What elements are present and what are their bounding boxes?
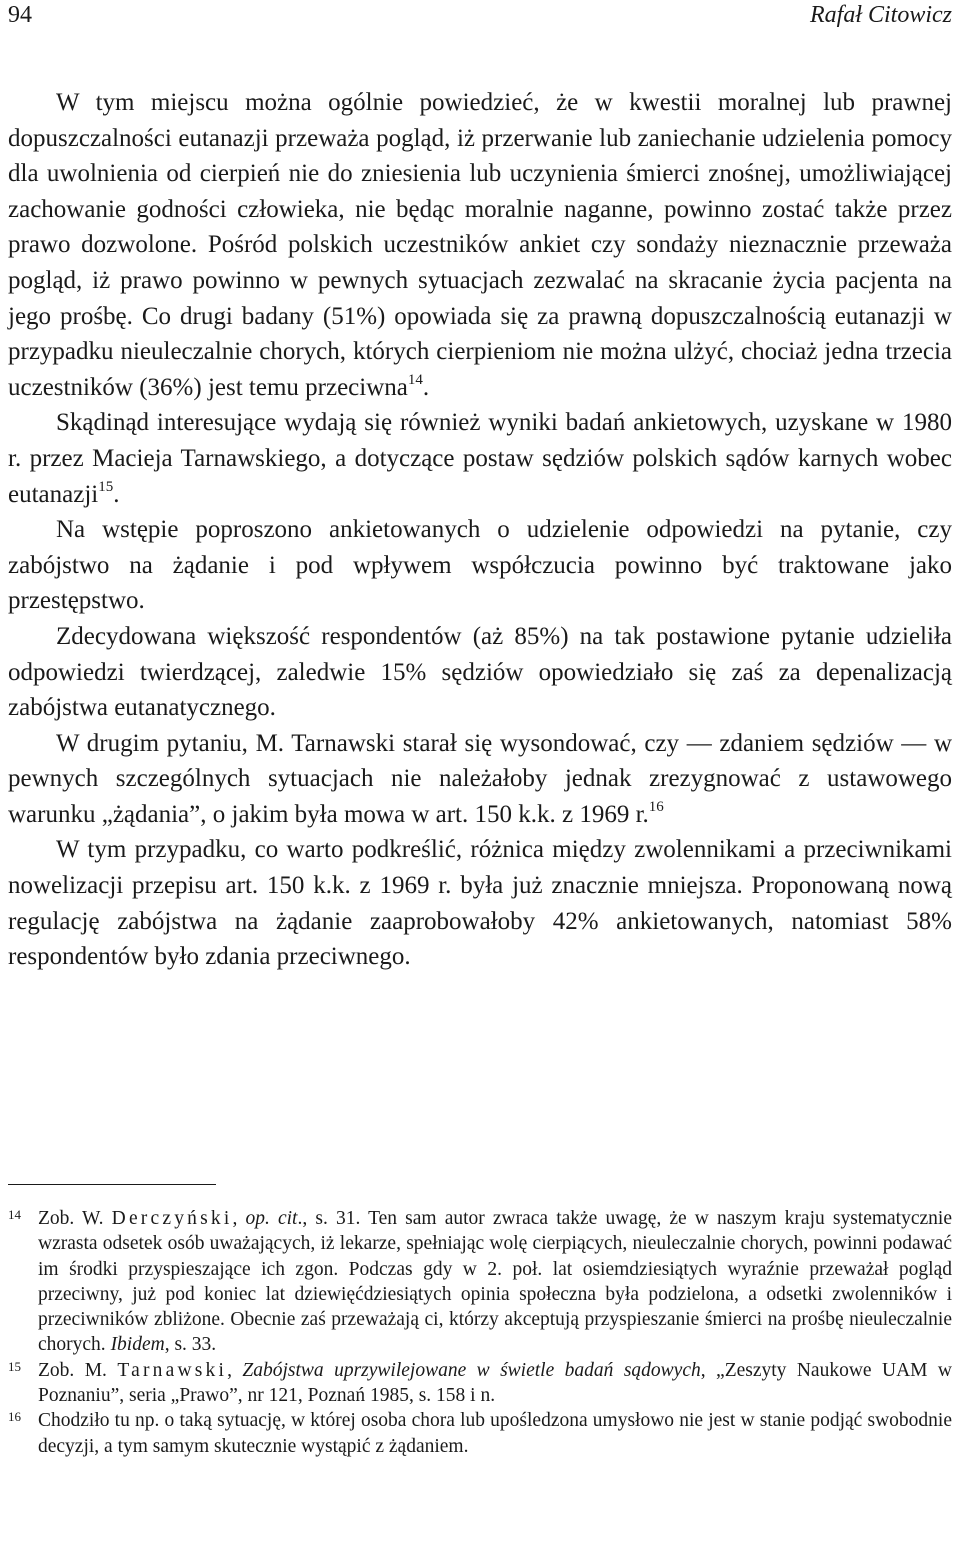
footnote-text: ,	[232, 1208, 246, 1229]
footnote-15	[8, 1358, 952, 1409]
paragraph	[8, 405, 952, 512]
paragraph	[8, 726, 952, 833]
paragraph-text: W drugim pytaniu, M. Tarnawski starał się wysondować, czy — zdaniem sędziów — w pewnych szczególnych sytuacjach nie należałoby jednak zrezygnować z ustawowego warunku „żądania”, o jakim była mowa w art. 150 k.k. z 1969 r.	[8, 729, 952, 828]
page-header	[8, 0, 952, 34]
footnote-author: Derczyński	[111, 1208, 233, 1229]
main-text	[8, 85, 952, 975]
footnote-text: , „Zeszyty Naukowe UAM w Poznaniu”, seria „Prawo”, nr 121, Poznań 1985, s. 158 i n.	[38, 1359, 952, 1407]
footnotes	[8, 1206, 952, 1459]
footnote-text: Chodziło tu np. o taką sytuację, w której osoba chora lub upośledzona umysłowo nie jest w stanie podjąć swobodnie decyzji, a tym samym skutecznie wystąpić z żądaniem.	[38, 1410, 952, 1457]
footnote-author: Tarnawski	[117, 1359, 228, 1381]
footnote-divider	[8, 1184, 216, 1185]
footnote-ref-15[interactable]: 15	[98, 478, 114, 495]
paragraph-end: .	[422, 373, 430, 401]
footnote-number: 14	[8, 1207, 21, 1222]
footnote-text: ,	[227, 1359, 243, 1381]
footnote-title: Zabójstwa uprzywilejowane w świetle badań sądowych	[242, 1359, 701, 1381]
footnote-ref-14[interactable]: 14	[407, 371, 423, 388]
paragraph	[8, 85, 952, 405]
footnote-ref-16[interactable]: 16	[648, 798, 664, 815]
paragraph-end: .	[113, 480, 120, 508]
footnote-text: Zob. W.	[38, 1208, 112, 1229]
paragraph: Zdecydowana większość respondentów (aż 85%) na tak postawione pytanie udzieliła odpowiedzi twierdzącej, zaledwie 15% sędziów opowiedziało się zaś za depenalizacją zabójstwa eutanatycznego.	[8, 622, 952, 722]
footnote-work: op. cit	[245, 1208, 298, 1229]
paragraph-text: Skądinąd interesujące wydają się również wyniki badań ankietowych, uzyskane w 1980 r. przez Macieja Tarnawskiego, a dotyczące postaw sędziów polskich sądów karnych wobec eutanazji	[8, 409, 952, 508]
paragraph: Na wstępie poproszono ankietowanych o udzielenie odpowiedzi na pytanie, czy zabójstwo na żądanie i pod wpływem współczucia powinno być traktowane jako przestępstwo.	[8, 516, 952, 615]
footnote-16	[8, 1408, 952, 1459]
footnote-text: ., s. 31. Ten sam autor zwraca także uwagę, że w naszym kraju systematycznie wzrasta odsetek osób uważających, iż lekarze, spełniając wolę cierpiących, nieuleczalnie chorych, powinni podawać im środki przyspieszające ich zgon. Podczas gdy w 2. poł. lat osiemdziesiątych wyraźnie przeważał pogląd przeciwny, już pod koniec lat dziewięćdziesiątych opinia społeczna była podzielona, a odsetki zwolenników i przeciwników zbliżone. Obecnie zaś przeważają ci, którzy akceptują przyspieszanie śmierci na prośbę nieuleczalnie chorych.	[38, 1208, 952, 1356]
footnote-number: 15	[8, 1358, 21, 1374]
page-number: 94	[8, 2, 32, 28]
paragraph: W tym przypadku, co warto podkreślić, różnica między zwolennikami a przeciwnikami nowelizacji przepisu art. 150 k.k. z 1969 r. była już znacznie mniejsza. Proponowaną nową regulację zabójstwa na żądanie zaaprobowałoby 42% ankietowanych, natomiast 58% respondentów było zdania przeciwnego.	[8, 836, 952, 971]
footnote-ibidem: Ibidem	[110, 1334, 165, 1356]
footnote-text: , s. 33.	[164, 1334, 217, 1356]
paragraph-text: W tym miejscu można ogólnie powiedzieć, że w kwestii moralnej lub prawnej dopuszczalności eutanazji przeważa pogląd, iż przerwanie lub zaniechanie udzielenia pomocy dla uwolnienia od cierpień nie do zniesienia lub uczynienia śmierci znośnej, umożliwiającej zachowanie godności człowieka, nie będąc moralnie naganne, powinno zostać także przez prawo dozwolone. Pośród polskich uczestników ankiet czy sondaży nieznacznie przeważa pogląd, iż prawo powinno w pewnych sytuacjach zezwalać na skracanie życia pacjenta na jego prośbę. Co drugi badany (51%) opowiada się za prawną dopuszczalnością eutanazji w przypadku nieuleczalnie chorych, których cierpieniom nie można ulżyć, chociaż jedna trzecia uczestników (36%) jest temu przeciwna	[8, 89, 952, 401]
footnote-text: Zob. M.	[38, 1359, 118, 1381]
footnote-14	[8, 1206, 952, 1358]
footnote-number: 16	[8, 1409, 21, 1425]
running-head-author: Rafał Citowicz	[809, 2, 952, 28]
